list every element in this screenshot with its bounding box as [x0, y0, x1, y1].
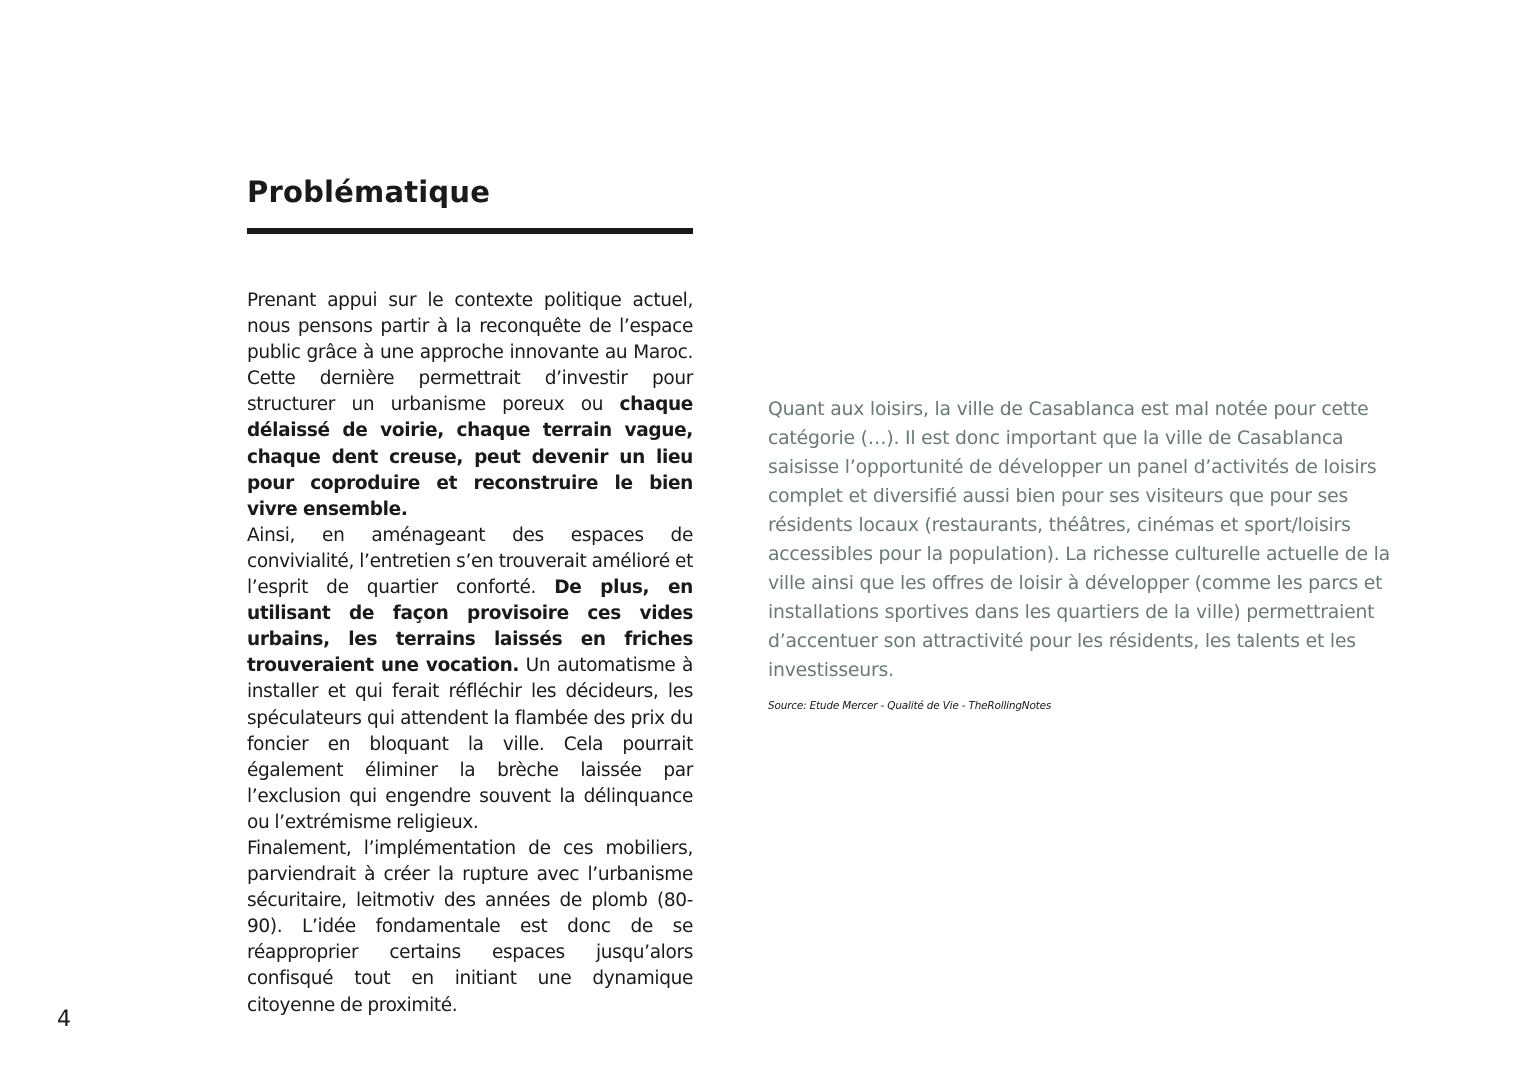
paragraph-3: Finalement, l’implémentation de ces mobiliers, parviendrait à créer la rupture avec l’urbanisme sécuritaire, leitmotiv des années de plomb (80-90). L’idée fondamentale est donc de se réapproprier certains espaces jusqu’alors confisqué tout en initiant une dynamique citoyenne de proximité.	[247, 837, 693, 1016]
page-title: Problématique	[247, 175, 491, 209]
quote-source: Source: Etude Mercer - Qualité de Vie - TheRollingNotes	[768, 700, 1052, 712]
paragraph-2-continuation: Un automatisme à installer et qui ferait réfléchir les décideurs, les spéculateurs qui attendent la flambée des prix du foncier en bloquant la ville. Cela pourrait également éliminer la brèche laissée par l’exclusion qui engendre souvent la délinquance ou l’extrémisme religieux.	[247, 655, 693, 833]
paragraph-2-emphasis: De plus, en utilisant de façon provisoire ces vides urbains, les terrains laissés en friches trouveraient une vocation.	[247, 577, 693, 677]
body-text	[247, 288, 693, 1019]
paragraph-2-text: Ainsi, en aménageant des espaces de convivialité, l’entretien s’en trouverait amélioré et l’esprit de quartier conforté.	[247, 524, 693, 599]
quote-text: Quant aux loisirs, la ville de Casablanca est mal notée pour cette catégorie (…). Il est donc important que la ville de Casablanca saisisse l’opportunité de développer un panel d’activités de loisirs complet et diversifié aussi bien pour ses visiteurs que pour ses résidents locaux (restaurants, théâtres, cinémas et sport/loisirs accessibles pour la population). La richesse culturelle actuelle de la ville ainsi que les offres de loisir à développer (comme les parcs et installations sportives dans les quartiers de la ville) permettraient d’accentuer son attractivité pour les résidents, les talents et les investisseurs.	[768, 399, 1390, 681]
paragraph-1	[247, 288, 693, 523]
paragraph-1-text: Prenant appui sur le contexte politique actuel, nous pensons partir à la reconquête de l’espace public grâce à une approche innovante au Maroc. Cette dernière permettrait d’investir pour structurer un urbanisme poreux ou	[247, 290, 693, 416]
page-number: 4	[57, 1007, 71, 1032]
paragraph-1-emphasis: chaque délaissé de voirie, chaque terrain vague, chaque dent creuse, peut devenir un lieu pour coproduire et reconstruire le bien vivre ensemble.	[247, 394, 693, 520]
paragraph-2	[247, 523, 693, 836]
title-underline	[247, 228, 693, 234]
